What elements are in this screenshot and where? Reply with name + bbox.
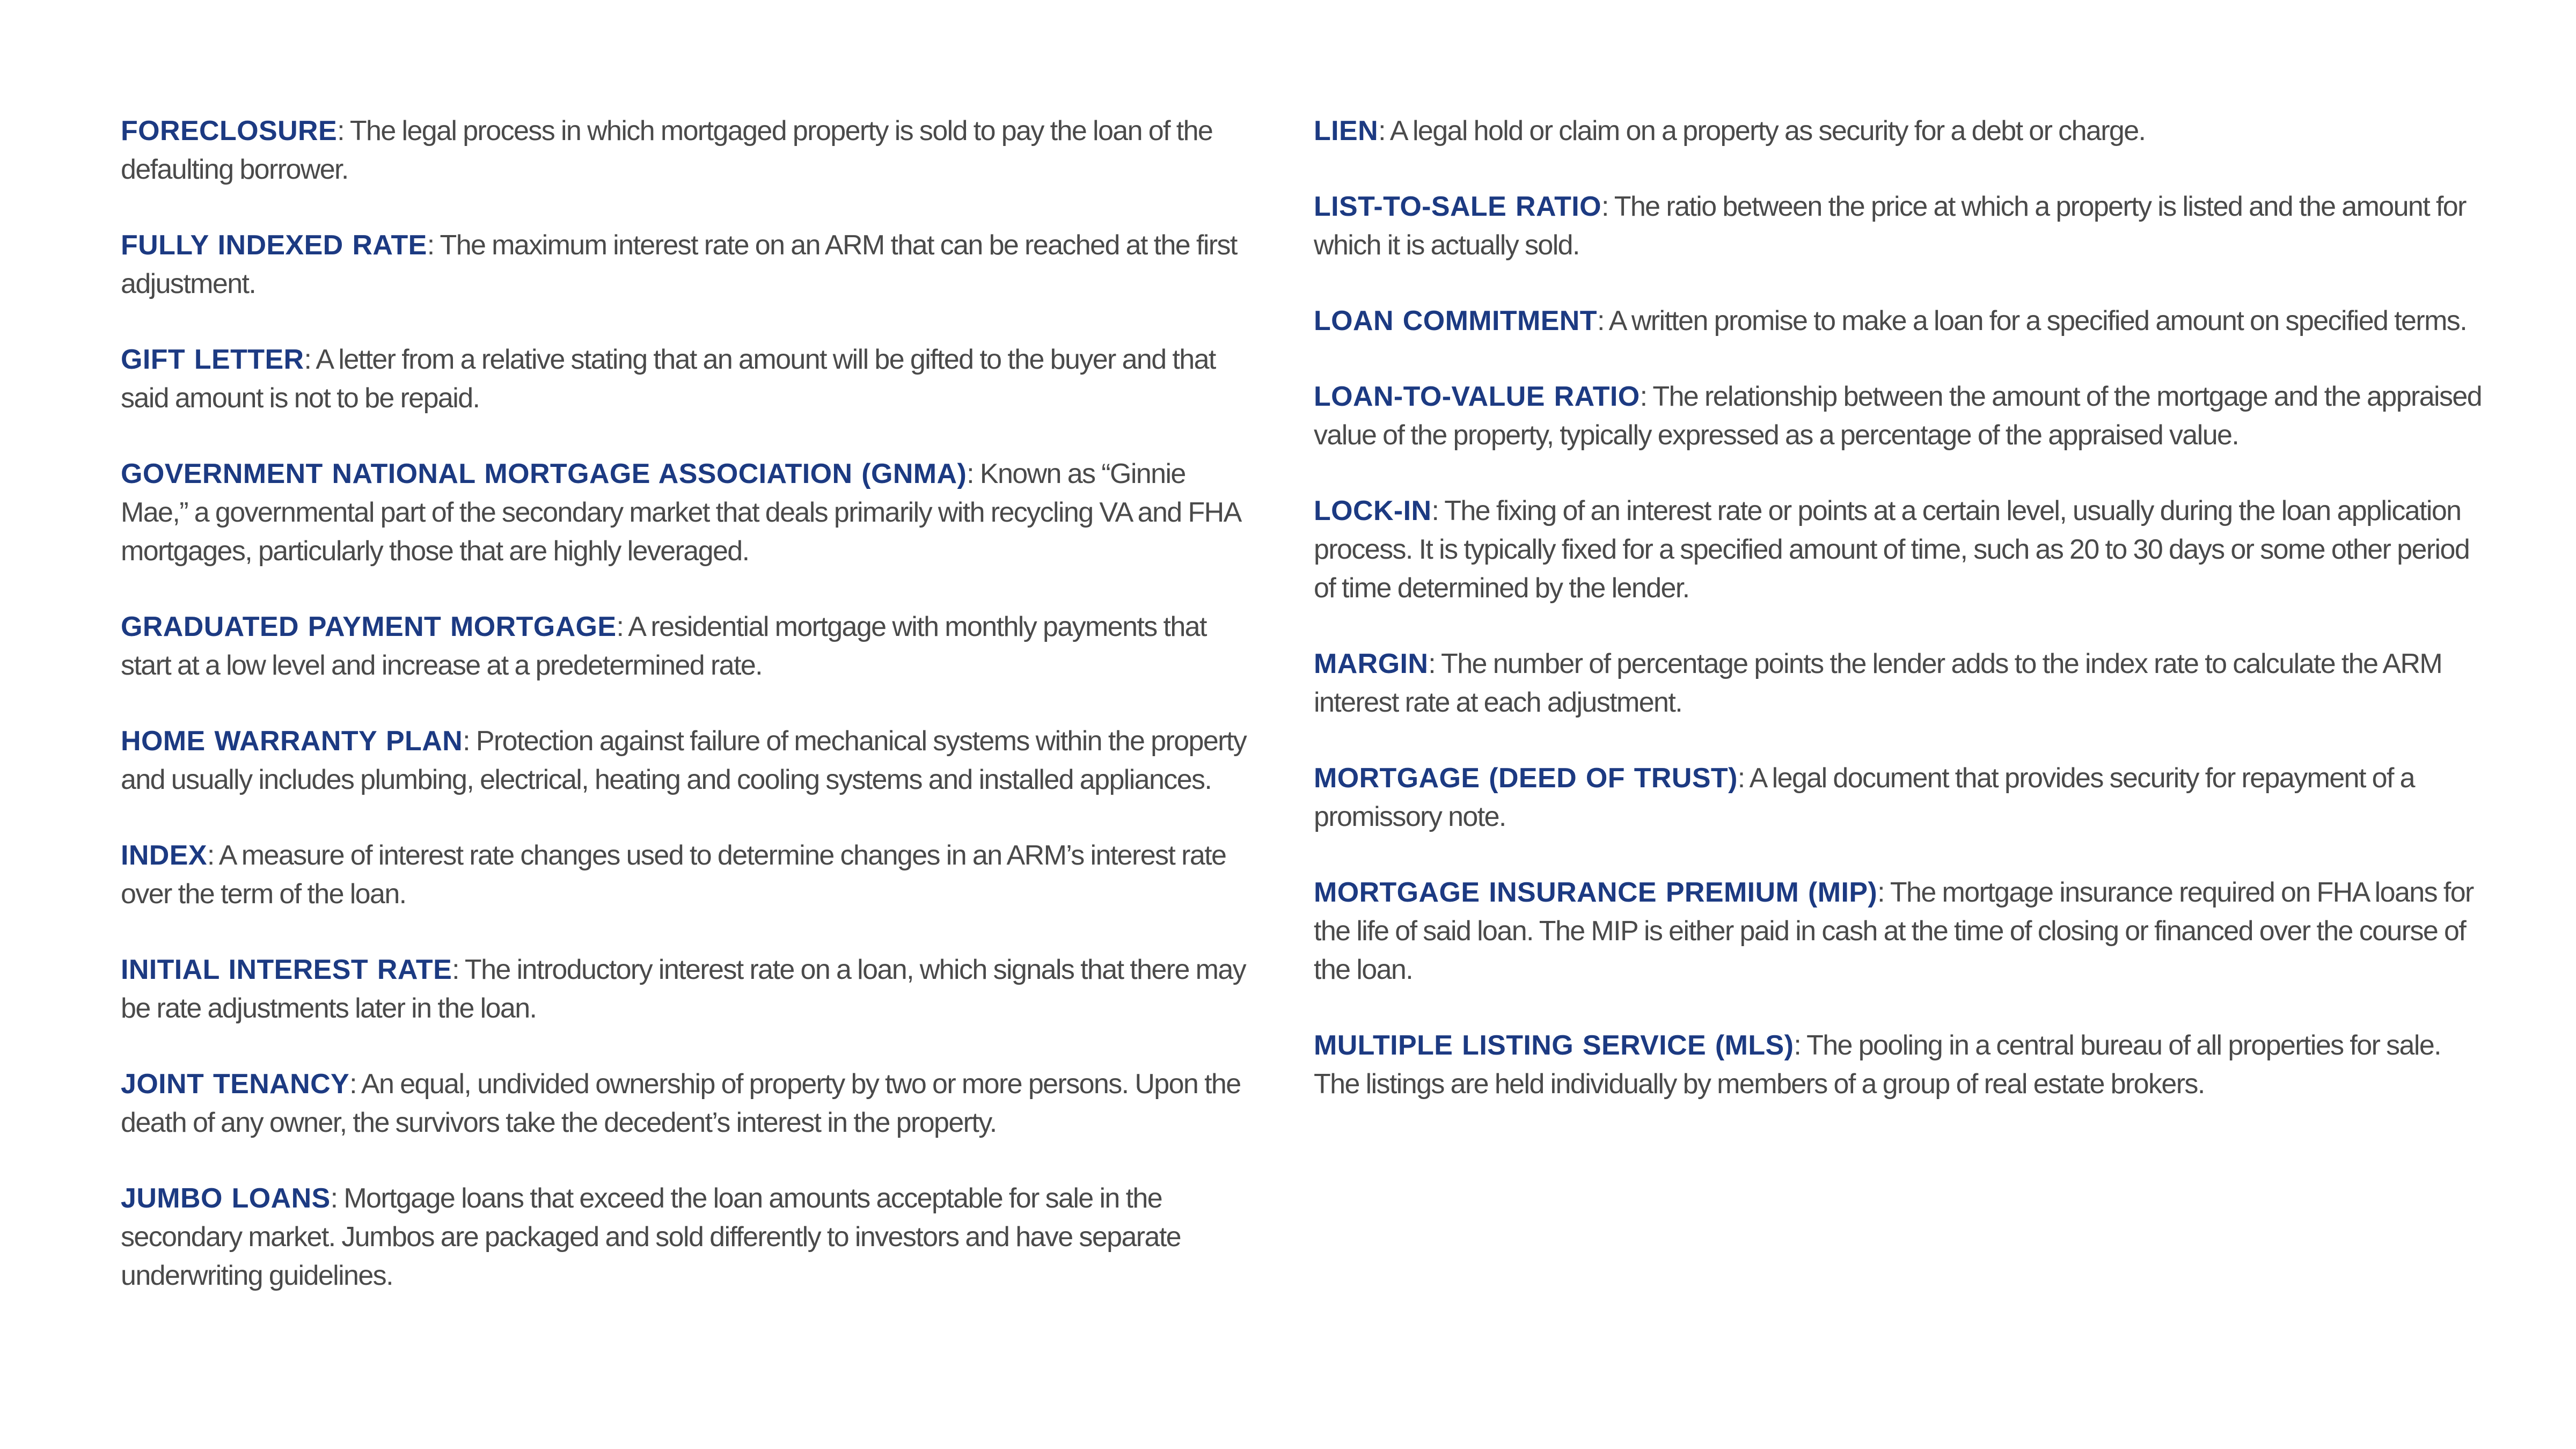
glossary-term: INITIAL INTEREST RATE bbox=[121, 954, 452, 985]
glossary-entry-joint-tenancy bbox=[121, 1065, 1258, 1142]
term-separator: : bbox=[1428, 648, 1441, 679]
term-separator: : bbox=[1601, 191, 1614, 222]
term-separator: : bbox=[1431, 495, 1445, 526]
glossary-definition: A measure of interest rate changes used to determine changes in an ARM’s interest rate over the term of the loan. bbox=[121, 840, 1226, 910]
glossary-term: JUMBO LOANS bbox=[121, 1183, 331, 1214]
glossary-term: LIEN bbox=[1314, 115, 1379, 147]
glossary-term: LOAN COMMITMENT bbox=[1314, 305, 1597, 336]
glossary-definition: A legal hold or claim on a property as security for a debt or charge. bbox=[1389, 115, 2146, 147]
glossary-entry-mls bbox=[1314, 1026, 2489, 1103]
term-separator: : bbox=[1794, 1030, 1807, 1061]
glossary-definition: The relationship between the amount of the mortgage and the appraised value of the property, typically expressed as a percentage of the appraised value. bbox=[1314, 381, 2482, 451]
glossary-definition: A residential mortgage with monthly payments that start at a low level and increase at a predetermined rate. bbox=[121, 611, 1206, 681]
term-separator: : bbox=[304, 344, 316, 375]
term-separator: : bbox=[337, 115, 350, 147]
glossary-entry-initial-interest-rate bbox=[121, 950, 1258, 1028]
glossary-term: JOINT TENANCY bbox=[121, 1069, 350, 1100]
glossary-definition: The pooling in a central bureau of all properties for sale. The listings are held individually by members of a group of real estate brokers. bbox=[1314, 1030, 2441, 1100]
term-separator: : bbox=[967, 458, 980, 489]
term-separator: : bbox=[452, 954, 465, 985]
glossary-definition: The introductory interest rate on a loan, which signals that there may be rate adjustments later in the loan. bbox=[121, 954, 1246, 1024]
glossary-term: LIST-TO-SALE RATIO bbox=[1314, 191, 1601, 222]
glossary-definition: An equal, undivided ownership of property by two or more persons. Upon the death of any owner, the survivors take the decedent’s interest in the property. bbox=[121, 1069, 1241, 1138]
glossary-entry-gnma bbox=[121, 455, 1258, 570]
term-separator: : bbox=[1597, 305, 1609, 336]
glossary-definition: The legal process in which mortgaged property is sold to pay the loan of the defaulting borrower. bbox=[121, 115, 1213, 185]
term-separator: : bbox=[1640, 381, 1653, 412]
glossary-term: GIFT LETTER bbox=[121, 344, 304, 375]
term-separator: : bbox=[1737, 763, 1750, 794]
glossary-definition: The fixing of an interest rate or points at a certain level, usually during the loan application process. It is typically fixed for a specified amount of time, such as 20 to 30 days or some other period of time determined by the lender. bbox=[1314, 495, 2470, 604]
glossary-definition: A legal document that provides security for repayment of a promissory note. bbox=[1314, 763, 2414, 832]
glossary-term: MORTGAGE INSURANCE PREMIUM (MIP) bbox=[1314, 877, 1878, 908]
glossary-term: MULTIPLE LISTING SERVICE (MLS) bbox=[1314, 1030, 1794, 1061]
glossary-entry-index bbox=[121, 836, 1258, 913]
glossary-term: LOAN-TO-VALUE RATIO bbox=[1314, 381, 1640, 412]
glossary-definition: A letter from a relative stating that an amount will be gifted to the buyer and that said amount is not to be repaid. bbox=[121, 344, 1216, 414]
term-separator: : bbox=[349, 1069, 361, 1100]
term-separator: : bbox=[427, 230, 440, 261]
glossary-definition: The ratio between the price at which a property is listed and the amount for which it is actually sold. bbox=[1314, 191, 2466, 261]
glossary-term: MORTGAGE (DEED OF TRUST) bbox=[1314, 763, 1738, 794]
glossary-definition: The number of percentage points the lender adds to the index rate to calculate the ARM interest rate at each adjustment. bbox=[1314, 648, 2442, 718]
glossary-entry-fully-indexed-rate bbox=[121, 226, 1258, 303]
glossary-definition: Known as “Ginnie Mae,” a governmental part of the secondary market that deals primarily with recycling VA and FHA mortgages, particularly those that are highly leveraged. bbox=[121, 458, 1240, 567]
glossary-entry-lock-in bbox=[1314, 492, 2489, 608]
glossary-definition: Protection against failure of mechanical systems within the property and usually includes plumbing, electrical, heating and cooling systems and installed appliances. bbox=[121, 726, 1247, 795]
glossary-definition: The mortgage insurance required on FHA loans for the life of said loan. The MIP is either paid in cash at the time of closing or financed over the course of the loan. bbox=[1314, 877, 2473, 985]
glossary-definition: Mortgage loans that exceed the loan amounts acceptable for sale in the secondary market. Jumbos are packaged and sold differently to investors and have separate underwriting guidelines. bbox=[121, 1183, 1181, 1291]
glossary-entry-graduated-payment-mortgage bbox=[121, 608, 1258, 685]
term-separator: : bbox=[330, 1183, 344, 1214]
term-separator: : bbox=[463, 726, 476, 757]
glossary-entry-list-to-sale-ratio bbox=[1314, 187, 2489, 265]
glossary-term: LOCK-IN bbox=[1314, 495, 1432, 526]
glossary-entry-mip bbox=[1314, 873, 2489, 989]
glossary-term: INDEX bbox=[121, 840, 207, 871]
glossary-entry-gift-letter bbox=[121, 340, 1258, 418]
glossary-definition: A written promise to make a loan for a specified amount on specified terms. bbox=[1608, 305, 2467, 336]
glossary-left-column bbox=[121, 112, 1258, 1332]
glossary-entry-lien bbox=[1314, 112, 2489, 150]
glossary-term: GRADUATED PAYMENT MORTGAGE bbox=[121, 611, 617, 642]
glossary-entry-home-warranty-plan bbox=[121, 722, 1258, 799]
term-separator: : bbox=[1877, 877, 1890, 908]
glossary-term: FULLY INDEXED RATE bbox=[121, 230, 427, 261]
term-separator: : bbox=[1378, 115, 1390, 147]
glossary-term: MARGIN bbox=[1314, 648, 1429, 679]
glossary-term: HOME WARRANTY PLAN bbox=[121, 726, 463, 757]
glossary-entry-mortgage-deed-of-trust bbox=[1314, 759, 2489, 836]
glossary-entry-margin bbox=[1314, 645, 2489, 722]
glossary-term: GOVERNMENT NATIONAL MORTGAGE ASSOCIATION (GNMA) bbox=[121, 458, 967, 489]
term-separator: : bbox=[616, 611, 628, 642]
glossary-term: FORECLOSURE bbox=[121, 115, 338, 147]
term-separator: : bbox=[207, 840, 219, 871]
glossary-right-column bbox=[1314, 112, 2489, 1140]
glossary-entry-foreclosure bbox=[121, 112, 1258, 189]
glossary-entry-loan-commitment bbox=[1314, 302, 2489, 340]
glossary-entry-jumbo-loans bbox=[121, 1179, 1258, 1295]
glossary-definition: The maximum interest rate on an ARM that can be reached at the first adjustment. bbox=[121, 230, 1237, 299]
glossary-entry-loan-to-value-ratio bbox=[1314, 377, 2489, 455]
